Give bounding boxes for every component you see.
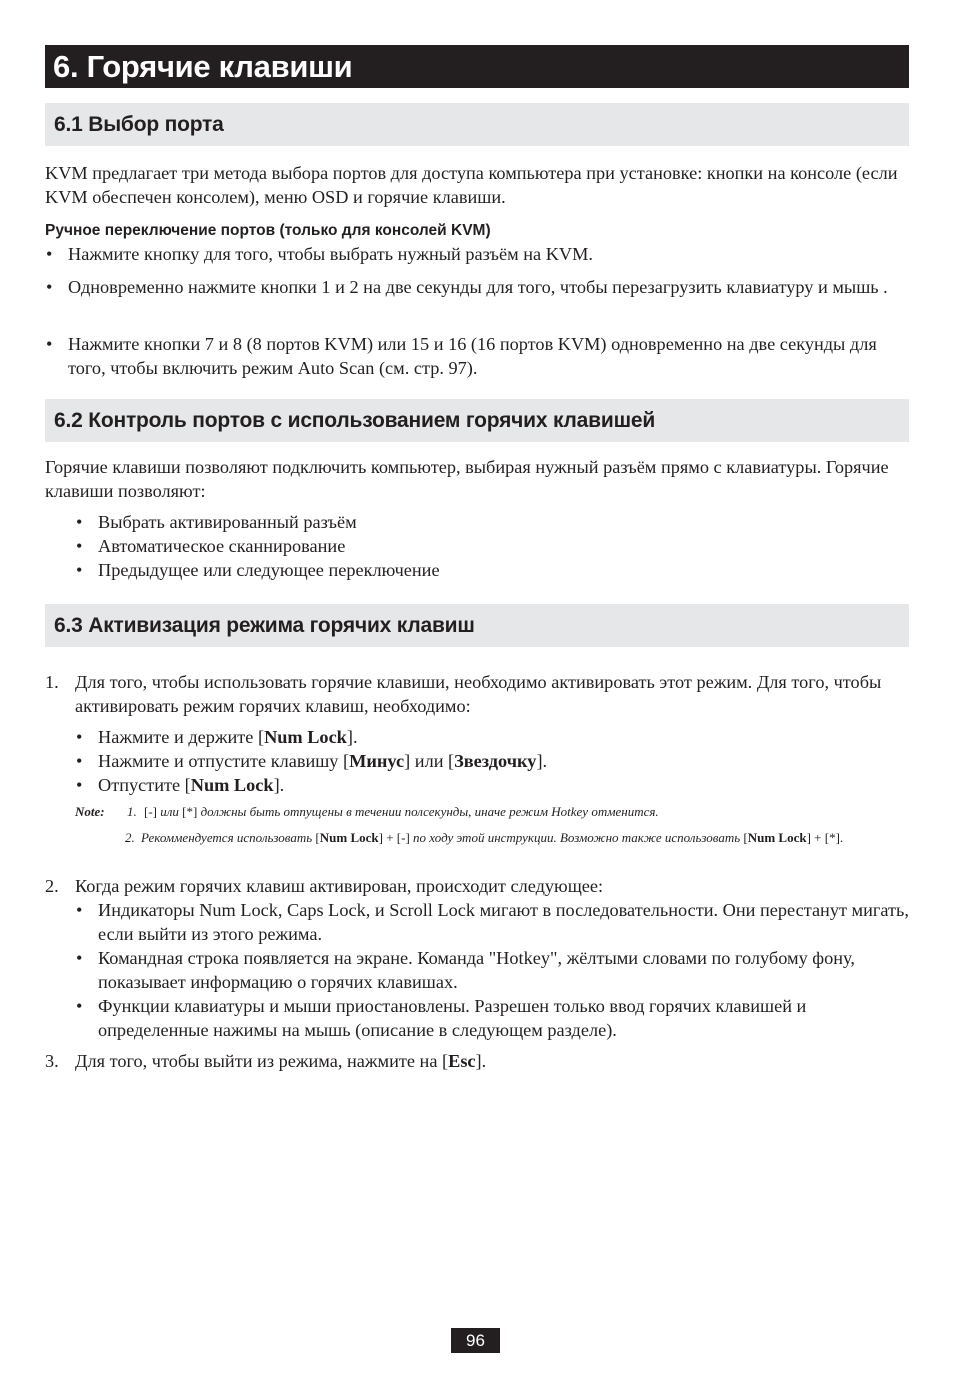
bullet-icon: • (76, 996, 83, 1016)
section-6-2-intro: Горячие клавиши позволяют подключить компьютер, выбирая нужный разъём прямо с клавиатуры. Горячие клавиши позволяют: (45, 457, 889, 501)
list-item: • Нажмите и отпустите клавишу [Минус] или [Звездочку]. (76, 751, 548, 771)
list-item: • Выбрать активированный разъём (76, 512, 357, 532)
note-number: 1. (127, 804, 137, 819)
bullet-icon: • (76, 536, 83, 556)
step-2-text: Когда режим горячих клавиш активирован, происходит следующее: (75, 876, 604, 896)
list-item: • Командная строка появляется на экране. Команда "Hotkey", жёлтыми словами по голубому фону, показывает информацию о горячих клавишах. (76, 948, 855, 992)
section-heading-6-1: 6.1 Выбор порта (45, 103, 909, 146)
list-item: • Нажмите кнопку для того, чтобы выбрать нужный разъём на KVM. (46, 244, 593, 264)
bullet-icon: • (76, 512, 83, 532)
key-name: Num Lock (190, 775, 274, 795)
list-item: • Одновременно нажмите кнопки 1 и 2 на две секунды для того, чтобы перезагрузить клавиатуру и мышь . (46, 277, 888, 297)
page-title: 6. Горячие клавиши (45, 45, 909, 88)
section-heading-6-3: 6.3 Активизация режима горячих клавиш (45, 604, 909, 647)
list-item: • Предыдущее или следующее переключение (76, 560, 440, 580)
step-number: 1. (45, 672, 59, 692)
note-2: Рекоммендуется использовать [Num Lock] + [-] по ходу этой инструкции. Возможно также использовать [Num Lock] + [*]. (141, 830, 844, 845)
bullet-icon: • (46, 277, 53, 297)
note-label: Note: (75, 804, 105, 819)
step-number: 3. (45, 1051, 59, 1071)
bullet-icon: • (46, 334, 53, 354)
bullet-icon: • (76, 560, 83, 580)
page-number: 96 (451, 1328, 500, 1353)
step-3-text: Для того, чтобы выйти из режима, нажмите на [Esc]. (75, 1051, 487, 1071)
key-name: Num Lock (264, 727, 347, 747)
bullet-icon: • (76, 751, 83, 771)
note-1: [-] или [*] должны быть отпущены в течении полсекунды, иначе режим Hotkey отменится. (144, 804, 659, 819)
list-item: • Отпустите [Num Lock]. (76, 775, 285, 795)
note-number: 2. (125, 830, 135, 845)
key-name: Esc (448, 1051, 476, 1071)
list-item: • Нажмите кнопки 7 и 8 (8 портов KVM) или 15 и 16 (16 портов KVM) одновременно на две секунды для того, чтобы включить режим Auto Scan (см. стр. 97). (46, 334, 877, 378)
bullet-icon: • (76, 900, 83, 920)
list-item: • Функции клавиатуры и мыши приостановлены. Разрешен только ввод горячих клавишей и определенные нажимы на мышь (описание в следующем разделе). (76, 996, 807, 1040)
section-heading-6-2: 6.2 Контроль портов с использованием горячих клавишей (45, 399, 909, 442)
section-6-1-intro: KVM предлагает три метода выбора портов для доступа компьютера при установке: кнопки на консоле (если KVM обеспечен консолем), меню OSD и горячие клавиши. (45, 163, 898, 207)
key-name: Минус (349, 751, 405, 771)
key-name: Звездочку (454, 751, 537, 771)
manual-switching-subheading: Ручное переключение портов (только для консолей KVM) (45, 222, 491, 239)
list-item: • Индикаторы Num Lock, Caps Lock, и Scroll Lock мигают в последовательности. Они перестанут мигать, если выйти из этого режима. (76, 900, 909, 944)
step-1-text: Для того, чтобы использовать горячие клавиши, необходимо активировать этот режим. Для того, чтобы активировать режим горячих клавиш, необходимо: (75, 672, 882, 716)
bullet-icon: • (76, 727, 83, 747)
bullet-icon: • (76, 775, 83, 795)
step-number: 2. (45, 876, 59, 896)
bullet-icon: • (46, 244, 53, 264)
list-item: • Нажмите и держите [Num Lock]. (76, 727, 358, 747)
list-item: • Автоматическое сканнирование (76, 536, 346, 556)
bullet-icon: • (76, 948, 83, 968)
